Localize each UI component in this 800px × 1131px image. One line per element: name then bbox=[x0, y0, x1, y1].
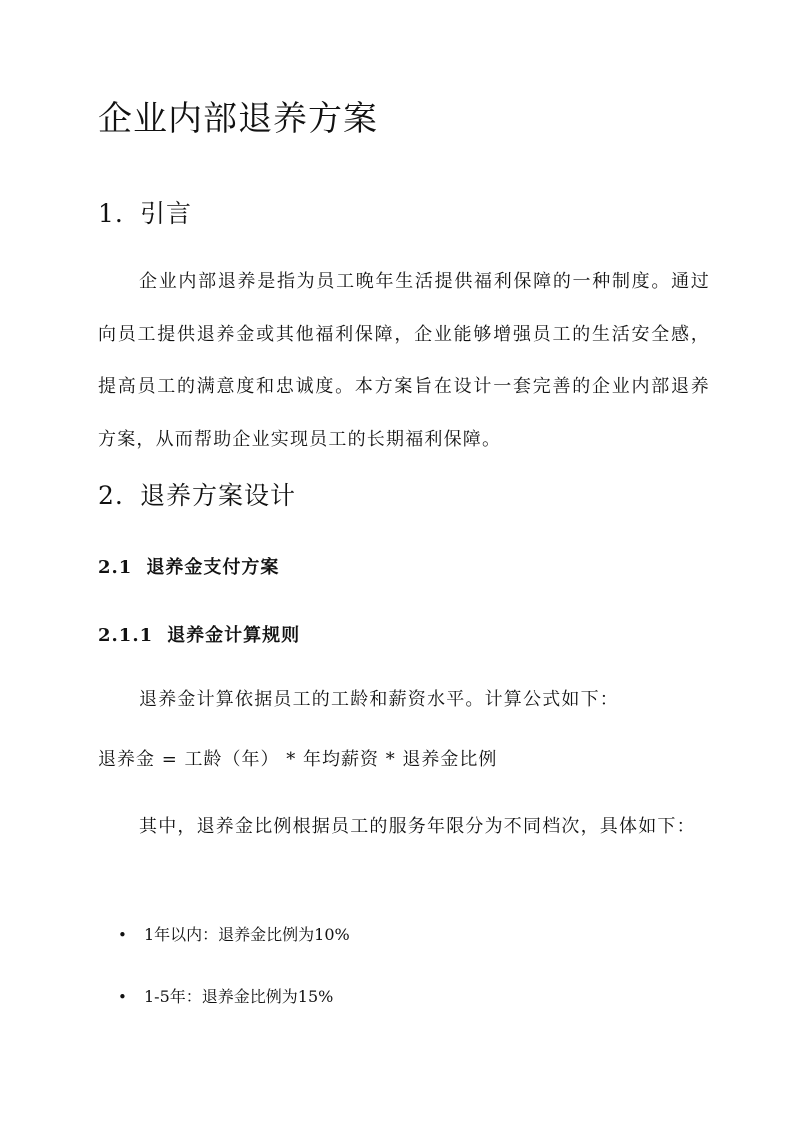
document-title: 企业内部退养方案 bbox=[98, 99, 378, 139]
section-1-heading bbox=[98, 196, 192, 232]
subsection-2-1-number: 2.1 bbox=[98, 557, 133, 578]
list-item bbox=[118, 984, 333, 1010]
list-item bbox=[118, 922, 350, 948]
bullet-icon: • bbox=[118, 988, 127, 1006]
section-1-paragraph: 企业内部退养是指为员工晚年生活提供福利保障的一种制度。通过向员工提供退养金或其他福利保障，企业能够增强员工的生活安全感，提高员工的满意度和忠诚度。本方案旨在设计一套完善的企业内部退养方案，从而帮助企业实现员工的长期福利保障。 bbox=[98, 271, 710, 450]
section-1-title: 引言 bbox=[140, 199, 193, 228]
list-item-text: 1年以内：退养金比例为10% bbox=[144, 925, 350, 944]
subsection-2-1-1-number: 2.1.1 bbox=[98, 625, 154, 646]
list-item-text: 1-5年：退养金比例为15% bbox=[144, 987, 334, 1006]
bullet-icon: • bbox=[118, 926, 127, 944]
section-2-number: 2. bbox=[98, 481, 124, 510]
section-2-heading bbox=[98, 478, 296, 514]
section-2-title: 退养方案设计 bbox=[140, 481, 297, 510]
subsection-2-1-1-heading bbox=[98, 622, 300, 650]
subsection-2-1-heading bbox=[98, 554, 279, 582]
calculation-intro: 退养金计算依据员工的工龄和薪资水平。计算公式如下： bbox=[139, 689, 619, 710]
section-1-number: 1. bbox=[98, 199, 124, 228]
calculation-formula: 退养金 = 工龄（年） * 年均薪资 * 退养金比例 bbox=[98, 749, 498, 770]
ratio-explanation: 其中，退养金比例根据员工的服务年限分为不同档次，具体如下： bbox=[139, 816, 696, 837]
subsection-2-1-1-title: 退养金计算规则 bbox=[167, 625, 301, 646]
subsection-2-1-title: 退养金支付方案 bbox=[146, 557, 280, 578]
